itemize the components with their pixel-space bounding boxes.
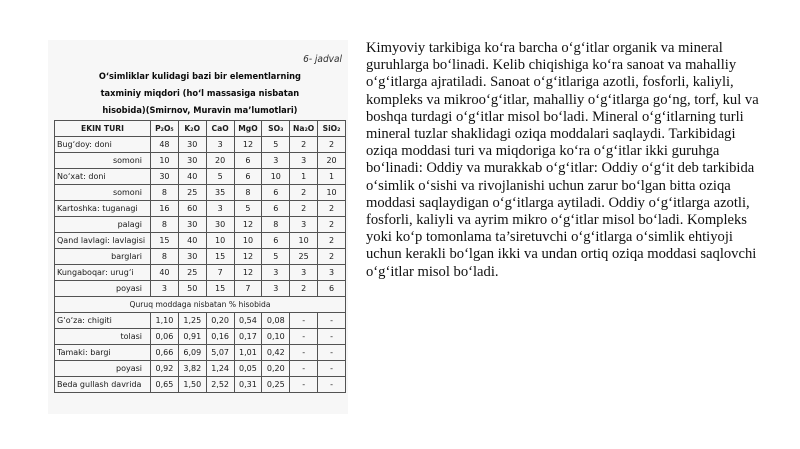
table-body-bottom <box>55 313 346 393</box>
value-cell: 1,10 <box>151 313 179 329</box>
value-cell: - <box>290 329 318 345</box>
value-cell: 0,20 <box>262 361 290 377</box>
value-cell: 0,20 <box>206 313 234 329</box>
value-cell: 8 <box>151 249 179 265</box>
table-row <box>55 153 346 169</box>
value-cell: - <box>318 313 346 329</box>
value-cell: 10 <box>318 185 346 201</box>
value-cell: 25 <box>290 249 318 265</box>
value-cell: 0,42 <box>262 345 290 361</box>
value-cell: - <box>318 329 346 345</box>
value-cell: 30 <box>178 137 206 153</box>
value-cell: 10 <box>290 233 318 249</box>
value-cell: - <box>318 345 346 361</box>
value-cell: 5 <box>262 249 290 265</box>
value-cell: 5 <box>206 169 234 185</box>
value-cell: 16 <box>151 201 179 217</box>
value-cell: 20 <box>318 153 346 169</box>
crop-name-cell: poyasi <box>55 361 151 377</box>
value-cell: 12 <box>234 265 262 281</box>
value-cell: - <box>290 361 318 377</box>
value-cell: 6 <box>262 185 290 201</box>
crop-name-cell: Qand lavlagi: lavlagisi <box>55 233 151 249</box>
value-cell: 0,08 <box>262 313 290 329</box>
value-cell: 2,52 <box>206 377 234 393</box>
value-cell: 3 <box>318 265 346 281</box>
value-cell: - <box>318 361 346 377</box>
value-cell: 2 <box>290 281 318 297</box>
value-cell: 7 <box>234 281 262 297</box>
value-cell: 2 <box>290 137 318 153</box>
value-cell: 3 <box>290 217 318 233</box>
table-row <box>55 265 346 281</box>
column-header: Na₂O <box>290 121 318 137</box>
table-header-row <box>55 121 346 137</box>
crop-name-cell: Kungaboqar: urug‘i <box>55 265 151 281</box>
value-cell: - <box>290 345 318 361</box>
value-cell: 50 <box>178 281 206 297</box>
value-cell: 6 <box>262 233 290 249</box>
value-cell: 40 <box>178 169 206 185</box>
value-cell: 5 <box>262 137 290 153</box>
value-cell: 0,54 <box>234 313 262 329</box>
value-cell: 0,16 <box>206 329 234 345</box>
table-row <box>55 201 346 217</box>
value-cell: 2 <box>290 185 318 201</box>
value-cell: 0,10 <box>262 329 290 345</box>
value-cell: 12 <box>234 137 262 153</box>
crop-name-cell: Bug‘doy: doni <box>55 137 151 153</box>
value-cell: 10 <box>151 153 179 169</box>
table-section <box>55 297 346 313</box>
value-cell: 12 <box>234 249 262 265</box>
table-row <box>55 313 346 329</box>
element-content-table <box>54 120 346 393</box>
crop-name-cell: somoni <box>55 153 151 169</box>
value-cell: 25 <box>178 265 206 281</box>
value-cell: 15 <box>206 249 234 265</box>
value-cell: 6 <box>234 153 262 169</box>
value-cell: 6,09 <box>178 345 206 361</box>
table-row <box>55 233 346 249</box>
value-cell: - <box>290 313 318 329</box>
crop-name-cell: Kartoshka: tuganagi <box>55 201 151 217</box>
value-cell: 20 <box>206 153 234 169</box>
value-cell: 60 <box>178 201 206 217</box>
value-cell: 40 <box>178 233 206 249</box>
value-cell: 30 <box>178 153 206 169</box>
table-row <box>55 249 346 265</box>
value-cell: 15 <box>151 233 179 249</box>
value-cell: 3 <box>206 137 234 153</box>
value-cell: 2 <box>318 201 346 217</box>
value-cell: 8 <box>151 185 179 201</box>
value-cell: 3 <box>151 281 179 297</box>
value-cell: 3 <box>262 265 290 281</box>
crop-name-cell: palagi <box>55 217 151 233</box>
crop-name-cell: somoni <box>55 185 151 201</box>
value-cell: 2 <box>318 217 346 233</box>
table-row <box>55 169 346 185</box>
value-cell: 10 <box>262 169 290 185</box>
value-cell: 1,25 <box>178 313 206 329</box>
value-cell: 0,66 <box>151 345 179 361</box>
value-cell: 3,82 <box>178 361 206 377</box>
value-cell: 10 <box>234 233 262 249</box>
section-row <box>55 297 346 313</box>
value-cell: 48 <box>151 137 179 153</box>
crop-name-cell: No‘xat: doni <box>55 169 151 185</box>
value-cell: 2 <box>318 249 346 265</box>
value-cell: 30 <box>178 249 206 265</box>
value-cell: - <box>318 377 346 393</box>
value-cell: 8 <box>262 217 290 233</box>
value-cell: 25 <box>178 185 206 201</box>
value-cell: 1,50 <box>178 377 206 393</box>
scanned-table-image <box>48 40 348 414</box>
column-header: CaO <box>206 121 234 137</box>
value-cell: 0,05 <box>234 361 262 377</box>
body-paragraph: Kimyoviy tarkibiga ko‘ra barcha o‘g‘itlar organik va mineral guruhlarga bo‘linadi. Kelib chiqishiga ko‘ra sanoat va mahalliy o‘g‘itlarga ajratiladi. Sanoat o‘g‘itlariga azotli, fosforli, kaliyli, kompleks va mikroo‘g‘itlar, mahalliy o‘g‘itlarga go‘ng, torf, kul va boshqa turdagi o‘g‘itlar misol bo‘ladi. Mineral o‘g‘itlarning turli mineral tuzlar shaklidagi oziqa moddalari saqlaydi. Tarkibidagi oziqa moddasi turi va miqdoriga ko‘ra o‘g‘itlar ikki guruhga bo‘linadi: Oddiy va murakkab o‘g‘itlar: Oddiy o‘g‘it deb tarkibida o‘simlik o‘sishi va rivojlanishi uchun zarur bo‘lgan bitta oziqa moddasi saqlaydigan o‘g‘itlarga aytiladi. Oddiy o‘g‘itlarga azotli, fosforli, kaliyli va ayrim mikro o‘g‘itlar misol bo‘ladi. Kompleks yoki ko‘p tomonlama ta’siretuvchi o‘g‘itlarga o‘simlik ehtiyoji uchun kerakli bo‘lgan ikki va undan ortiq oziqa moddasi saqlovchi o‘g‘itlar misol bo‘ladi. <box>366 40 759 280</box>
column-header: SiO₂ <box>318 121 346 137</box>
value-cell: 40 <box>151 265 179 281</box>
value-cell: 10 <box>206 233 234 249</box>
value-cell: 0,06 <box>151 329 179 345</box>
value-cell: 1 <box>318 169 346 185</box>
value-cell: 8 <box>151 217 179 233</box>
value-cell: 6 <box>262 201 290 217</box>
table-row <box>55 329 346 345</box>
value-cell: 6 <box>318 281 346 297</box>
value-cell: 12 <box>234 217 262 233</box>
value-cell: 6 <box>234 169 262 185</box>
value-cell: 1,24 <box>206 361 234 377</box>
value-cell: 2 <box>290 201 318 217</box>
value-cell: 3 <box>290 265 318 281</box>
value-cell: 3 <box>262 153 290 169</box>
value-cell: 3 <box>262 281 290 297</box>
value-cell: 3 <box>206 201 234 217</box>
crop-name-cell: Beda gullash davrida <box>55 377 151 393</box>
value-cell: 35 <box>206 185 234 201</box>
crop-name-cell: G‘o‘za: chigiti <box>55 313 151 329</box>
value-cell: 0,17 <box>234 329 262 345</box>
value-cell: 0,25 <box>262 377 290 393</box>
value-cell: 5,07 <box>206 345 234 361</box>
table-row <box>55 185 346 201</box>
table-row <box>55 345 346 361</box>
value-cell: 2 <box>318 137 346 153</box>
value-cell: 0,65 <box>151 377 179 393</box>
table-body-top <box>55 137 346 297</box>
value-cell: 2 <box>318 233 346 249</box>
value-cell: 8 <box>234 185 262 201</box>
column-header: P₂O₅ <box>151 121 179 137</box>
table-row <box>55 377 346 393</box>
value-cell: 15 <box>206 281 234 297</box>
value-cell: - <box>290 377 318 393</box>
value-cell: 3 <box>290 153 318 169</box>
table-row <box>55 361 346 377</box>
column-header: EKIN TURI <box>55 121 151 137</box>
value-cell: 30 <box>178 217 206 233</box>
value-cell: 5 <box>234 201 262 217</box>
value-cell: 0,91 <box>178 329 206 345</box>
crop-name-cell: barglari <box>55 249 151 265</box>
value-cell: 7 <box>206 265 234 281</box>
column-header: MgO <box>234 121 262 137</box>
value-cell: 0,31 <box>234 377 262 393</box>
table-row <box>55 281 346 297</box>
value-cell: 0,92 <box>151 361 179 377</box>
value-cell: 30 <box>206 217 234 233</box>
table-row <box>55 217 346 233</box>
value-cell: 1,01 <box>234 345 262 361</box>
table-title: O‘simliklar kulidagi bazi bir elementlarning taxminiy miqdori (ho‘l massasiga nisbatan hisobida)(Smirnov, Muravin ma’lumotlari) <box>98 71 301 116</box>
value-cell: 30 <box>151 169 179 185</box>
table-row <box>55 137 346 153</box>
crop-name-cell: poyasi <box>55 281 151 297</box>
crop-name-cell: Tamaki: bargi <box>55 345 151 361</box>
table-number-label: 6- jadval <box>303 54 342 65</box>
value-cell: 1 <box>290 169 318 185</box>
column-header: K₂O <box>178 121 206 137</box>
crop-name-cell: tolasi <box>55 329 151 345</box>
column-header: SO₃ <box>262 121 290 137</box>
section-label: Quruq moddaga nisbatan % hisobida <box>55 297 346 313</box>
